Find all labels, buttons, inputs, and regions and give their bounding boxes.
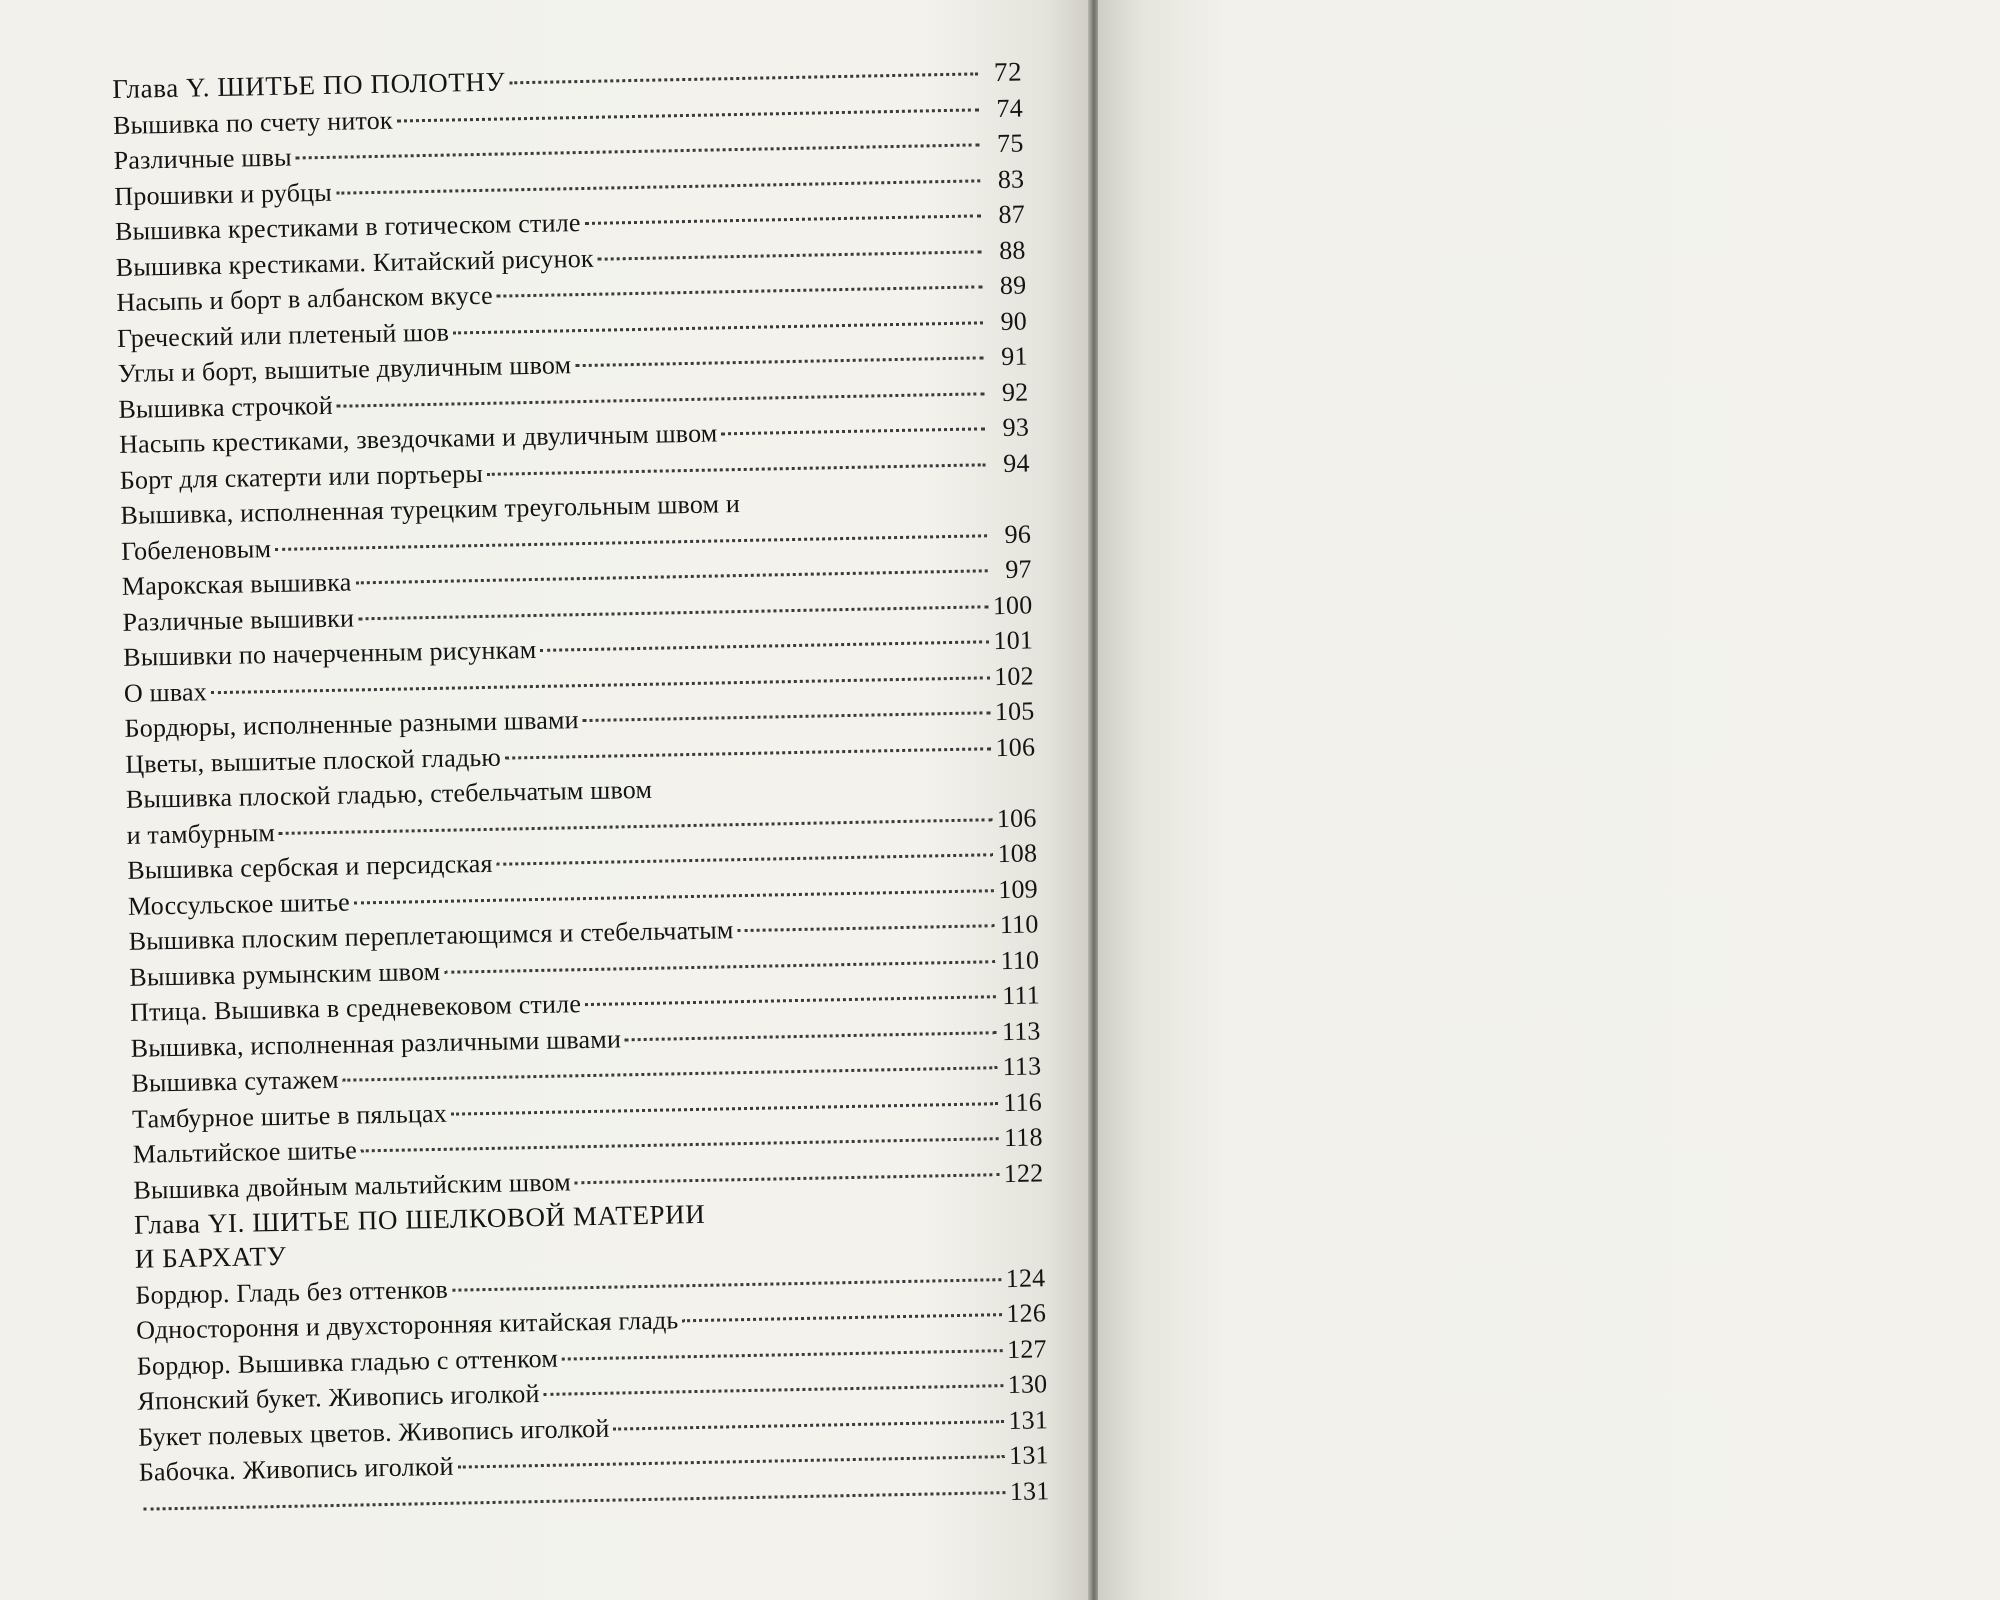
toc-entry-title: Различные швы <box>113 142 292 175</box>
toc-entry-title: Мальтийское шитье <box>132 1135 358 1169</box>
toc-dot-leader <box>613 1420 1004 1431</box>
toc-entry-title: Борт для скатерти или портьеры <box>119 458 484 495</box>
toc-dot-leader <box>575 1173 999 1184</box>
toc-page-number: 113 <box>1001 1015 1041 1046</box>
toc-page-number: 91 <box>1000 341 1028 371</box>
toc-dot-leader <box>361 1137 999 1152</box>
toc-entry-title: Вышивка сутажем <box>131 1064 340 1098</box>
toc-dot-leader <box>540 640 989 652</box>
toc-entry-title: Японский букет. Живопись иголкой <box>137 1379 540 1416</box>
toc-dot-leader <box>458 1455 1005 1469</box>
left-table-of-contents <box>112 55 1050 1526</box>
toc-dot-leader <box>497 853 994 866</box>
toc-spacer <box>705 1216 1044 1223</box>
toc-dot-leader <box>562 1349 1003 1360</box>
toc-page-number: 118 <box>1003 1122 1043 1153</box>
toc-entry-title: Вышивка сербская и персидская <box>127 848 493 885</box>
toc-entry-title: Бордюр. Гладь без оттенков <box>135 1274 449 1310</box>
toc-page-number: 96 <box>1004 518 1032 549</box>
toc-dot-leader <box>358 605 988 620</box>
toc-page-number: 75 <box>996 128 1024 159</box>
toc-page-number: 90 <box>1000 305 1028 336</box>
toc-dot-leader <box>275 534 987 551</box>
toc-entry-title: Вышивка румынским швом <box>129 956 441 992</box>
toc-entry-title: Вышивка двойным мальтийским швом <box>133 1166 572 1205</box>
toc-entry-title: Греческий или плетеный шов <box>116 317 450 353</box>
toc-entry-title: Вышивка, исполненная турецким треугольным швом и <box>120 489 741 530</box>
toc-page-number: 111 <box>1001 980 1041 1011</box>
toc-page-number: 94 <box>1002 447 1030 478</box>
toc-dot-leader <box>355 569 987 584</box>
toc-entry-title: Глава Y. ШИТЬЕ ПО ПОЛОТНУ <box>112 66 506 104</box>
toc-entry-title: Моссульское шитье <box>127 887 351 921</box>
toc-page-number: 101 <box>993 625 1034 656</box>
toc-page-number: 113 <box>1002 1051 1042 1082</box>
toc-page-number: 106 <box>996 802 1037 833</box>
toc-dot-leader <box>354 889 994 904</box>
toc-dot-leader <box>337 392 985 407</box>
toc-page-number: 93 <box>1002 412 1030 442</box>
toc-dot-leader <box>343 1066 998 1082</box>
toc-dot-leader <box>451 1102 998 1116</box>
toc-dot-leader <box>487 463 986 476</box>
toc-page-number: 100 <box>992 589 1033 620</box>
toc-entry-title: Вышивка плоской гладью, стебельчатым швом <box>125 774 653 814</box>
toc-page-number: 116 <box>1003 1086 1043 1117</box>
toc-entry-title: Вышивка плоским переплетающимся и стебельчатым <box>128 915 734 956</box>
toc-dot-leader <box>625 1031 997 1041</box>
toc-page-number: 110 <box>999 909 1039 940</box>
toc-dot-leader <box>452 1278 1001 1292</box>
toc-entry-title: Цветы, вышитые плоской гладью <box>125 742 502 779</box>
toc-page-number: 131 <box>1008 1440 1049 1471</box>
toc-dot-leader <box>575 356 983 367</box>
toc-dot-leader <box>585 214 981 225</box>
toc-page-number: 88 <box>998 234 1026 265</box>
toc-entry-title: О швах <box>123 676 208 708</box>
toc-entry-title: Вышивка крестиками в готическом стиле <box>114 208 581 246</box>
toc-dot-leader <box>505 747 991 759</box>
toc-page-number: 89 <box>999 270 1027 300</box>
toc-entry-title: Бордюр. Вышивка гладью с оттенком <box>136 1343 559 1381</box>
toc-page-number: 109 <box>997 873 1039 904</box>
toc-dot-leader <box>544 1384 1004 1396</box>
toc-page-number: 102 <box>993 660 1035 691</box>
toc-page-number: 110 <box>1000 944 1040 975</box>
toc-entry-title: Марокская вышивка <box>121 567 352 601</box>
toc-spacer <box>652 790 1036 797</box>
toc-dot-leader <box>682 1313 1002 1322</box>
toc-page-number: 106 <box>995 731 1036 762</box>
toc-page-number: 122 <box>1003 1157 1044 1188</box>
toc-page-number: 131 <box>1009 1475 1050 1506</box>
toc-entry-title: Букет полевых цветов. Живопись иголкой <box>137 1413 610 1452</box>
toc-page-number: 97 <box>1005 554 1032 584</box>
toc-dot-leader <box>453 321 983 334</box>
toc-entry-title: Глава YI. ШИТЬЕ ПО ШЕЛКОВОЙ МАТЕРИИ <box>133 1198 706 1240</box>
toc-entry-title: Гобеленовым <box>120 533 272 566</box>
toc-entry-title: Насыпь и борт в албанском вкусе <box>116 280 494 317</box>
toc-dot-leader <box>336 179 980 194</box>
toc-entry-title: Вышивка крестиками. Китайский рисунок <box>115 243 594 282</box>
toc-dot-leader <box>585 995 996 1006</box>
toc-dot-leader <box>279 818 993 835</box>
toc-entry-title: И БАРХАТУ <box>134 1240 287 1274</box>
toc-dot-leader <box>144 1491 1006 1511</box>
toc-dot-leader <box>737 924 994 932</box>
toc-page-number: 108 <box>997 838 1038 869</box>
toc-entry-title: Насыпь крестиками, звездочками и двуличным швом <box>118 418 718 459</box>
toc-page-number: 127 <box>1006 1333 1047 1364</box>
toc-dot-leader <box>509 72 978 84</box>
toc-dot-leader <box>497 285 983 297</box>
toc-page-number: 124 <box>1005 1262 1046 1293</box>
toc-entry-title: Вышивка по счету ниток <box>112 105 393 140</box>
toc-page-number: 126 <box>1006 1298 1047 1329</box>
right-page <box>1098 0 2000 1600</box>
toc-dot-leader <box>721 427 985 435</box>
toc-entry-title: и тамбурным <box>126 817 276 850</box>
toc-spacer <box>740 506 1030 512</box>
toc-page-number: 72 <box>993 56 1023 88</box>
toc-entry-title: Прошивки и рубцы <box>114 177 333 211</box>
toc-dot-leader <box>296 143 980 159</box>
toc-entry-title: Вышивки по начерченным рисункам <box>122 634 537 672</box>
toc-entry-title: Птица. Вышивка в средневековом стиле <box>129 989 582 1027</box>
toc-page-number: 130 <box>1007 1369 1048 1400</box>
toc-page-number: 105 <box>994 696 1035 727</box>
toc-page-number: 74 <box>996 93 1024 123</box>
toc-entry-title: Углы и борт, вышитые двуличным швом <box>117 350 572 388</box>
toc-dot-leader <box>397 108 979 122</box>
toc-entry-title: Тамбурное шитье в пяльцах <box>131 1098 448 1134</box>
toc-dot-leader <box>598 250 982 260</box>
toc-page-number: 131 <box>1008 1404 1049 1435</box>
toc-page-number: 83 <box>997 164 1025 194</box>
toc-dot-leader <box>211 676 990 694</box>
toc-entry-title: Вышивка строчкой <box>118 390 334 424</box>
toc-entry-title: Вышивка, исполненная различными швами <box>130 1023 622 1063</box>
toc-entry-title: Бордюры, исполненные разными швами <box>124 705 580 743</box>
toc-dot-leader <box>444 960 995 974</box>
toc-entry-title: Одностороння и двухсторонняя китайская гладь <box>135 1305 679 1345</box>
toc-entry-title: Различные вышивки <box>122 602 355 637</box>
toc-dot-leader <box>583 711 991 722</box>
toc-page-number: 87 <box>998 199 1026 230</box>
toc-page-number: 92 <box>1001 376 1029 407</box>
toc-entry-title: Бабочка. Живопись иголкой <box>138 1451 454 1487</box>
